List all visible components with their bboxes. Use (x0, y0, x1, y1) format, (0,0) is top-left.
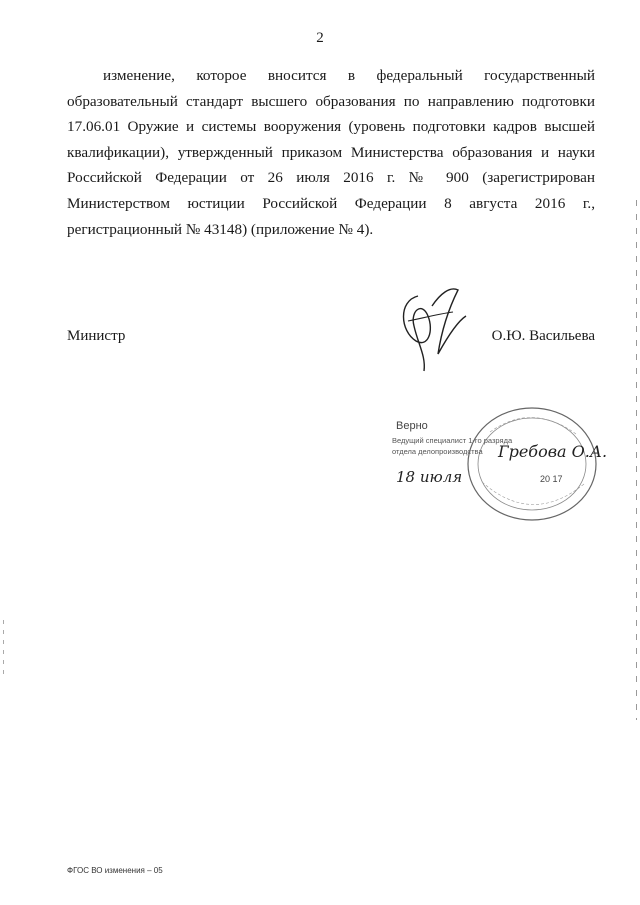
page-number: 2 (316, 30, 324, 46)
certification-stamp-block (380, 402, 630, 522)
certification-year: 20 17 (540, 474, 563, 484)
scan-edge-mark-left (3, 620, 4, 680)
minister-name: О.Ю. Васильева (491, 328, 595, 344)
scan-edge-mark (636, 200, 637, 720)
body-paragraph: изменение, которое вносится в федеральный государственный образовательный стандарт высшего образования по направлению подготовки 17.06.01 Оружие и системы вооружения (уровень подготовки кадров высшей квалификации), утвержденный приказом Министерства образования и науки Российской Федерации от 26 июля 2016 г. № 900 (зарегистрирован Министерством юстиции Российской Федерации 8 августа 2016 г., регистрационный № 43148) (приложение № 4). (67, 67, 595, 238)
minister-signature (388, 276, 478, 386)
minister-title: Министр (67, 328, 126, 344)
certification-department: отдела делопроизводства (392, 447, 483, 456)
certification-word: Верно (396, 420, 428, 432)
certification-date: 18 июля (396, 468, 463, 486)
footer-document-code: ФГОС ВО изменения – 05 (67, 866, 163, 875)
certification-position: Ведущий специалист 1-го разряда (392, 436, 513, 445)
ministry-seal (460, 402, 600, 522)
certification-signer: Гребова О.А. (498, 442, 608, 461)
